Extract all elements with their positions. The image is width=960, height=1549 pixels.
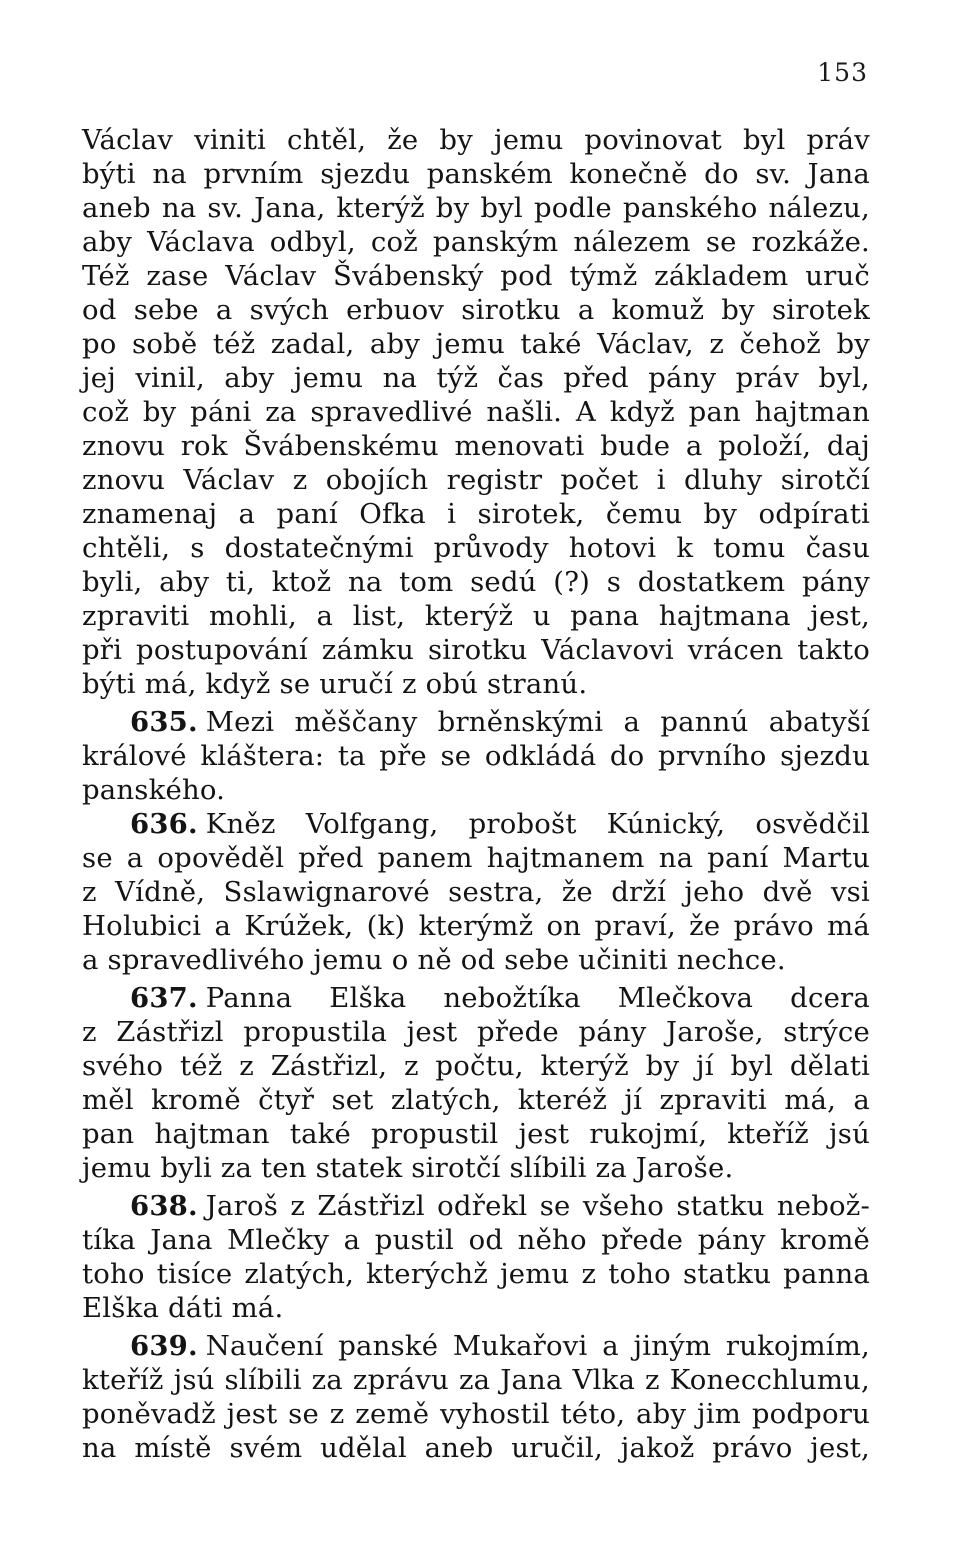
entry-639-line: kteříž jsú slíbili za zprávu za Jana Vlka z Konecchlumu, — [82, 1364, 870, 1396]
entry-636-line: z Vídně, Sslawignarové sestra, že drží jeho dvě vsi — [82, 876, 870, 908]
entry-number: 638. — [130, 1190, 198, 1222]
entry-638-line: toho tisíce zlatých, kterýchž jemu z toho statku panna — [82, 1258, 870, 1290]
text-line: chtěli, s dostatečnými průvody hotovi k tomu času — [82, 532, 870, 564]
entry-637-line: z Zástřizl propustila jest přede pány Jaroše, strýce — [82, 1016, 870, 1048]
entry-635-line: panského. — [82, 774, 226, 806]
entry-number: 635. — [130, 706, 198, 738]
entry-639-line: 639. Naučení panské Mukařovi a jiným rukojmím, — [130, 1330, 870, 1362]
entry-639-line: na místě svém udělal aneb uručil, jakož právo jest, — [82, 1432, 870, 1464]
text-line: znamenaj a paní Ofka i sirotek, čemu by odpírati — [82, 498, 870, 530]
entry-636-line: se a opověděl před panem hajtmanem na paní Martu — [82, 842, 870, 874]
text-line: po sobě též zadal, aby jemu také Václav, z čehož by — [82, 328, 870, 360]
entry-637-line: pan hajtman také propustil jest rukojmí, kteříž jsú — [82, 1118, 870, 1150]
text-line: aby Václava odbyl, což panským nálezem se rozkáže. — [82, 226, 870, 258]
text-line: při postupování zámku sirotku Václavovi vrácen takto — [82, 634, 870, 666]
entry-number: 639. — [130, 1330, 198, 1362]
text-line: zpraviti mohli, a list, kterýž u pana hajtmana jest, — [82, 600, 870, 632]
body-text — [82, 123, 870, 1465]
entry-639-line: poněvadž jest se z země vyhostil této, aby jim podporu — [82, 1398, 870, 1430]
entry-number: 636. — [130, 808, 198, 840]
text-line: býti na prvním sjezdu panském konečně do sv. Jana — [82, 158, 870, 190]
text-line: aneb na sv. Jana, kterýž by byl podle panského nálezu, — [82, 192, 870, 224]
text-line: jej vinil, aby jemu na týž čas před pány práv byl, — [82, 362, 870, 394]
text-line: byli, aby ti, ktož na tom sedú (?) s dostatkem pány — [82, 566, 870, 598]
entry-635-line: 635. Mezi měščany brněnskými a pannú abatyší — [130, 706, 870, 738]
entry-number: 637. — [130, 982, 198, 1014]
entry-638-line: 638. Jaroš z Zástřizl odřekl se všeho statku nebož- — [130, 1190, 870, 1222]
text-line: býti má, když se uručí z obú stranú. — [82, 668, 588, 700]
entry-636-line: Holubici a Krúžek, (k) kterýmž on praví, že právo má — [82, 910, 870, 942]
entry-637-line: svého též z Zástřizl, z počtu, kterýž by jí byl dělati — [82, 1050, 870, 1082]
text-line: což by páni za spravedlivé našli. A když pan hajtman — [82, 396, 870, 428]
entry-637-line: 637. Panna Elška nebožtíka Mlečkova dcera — [130, 982, 870, 1014]
text-line: Václav viniti chtěl, že by jemu povinovat byl práv — [82, 124, 870, 156]
entry-636-line: a spravedlivého jemu o ně od sebe učiniti nechce. — [82, 944, 786, 976]
page-number: 153 — [817, 58, 868, 87]
entry-638-line: Elška dáti má. — [82, 1292, 284, 1324]
entry-637-line: měl kromě čtyř set zlatých, kteréž jí zpraviti má, a — [82, 1084, 870, 1116]
text-line: od sebe a svých erbuov sirotku a komuž by sirotek — [82, 294, 870, 326]
entry-635-line: králové kláštera: ta pře se odkládá do prvního sjezdu — [82, 740, 870, 772]
entry-638-line: tíka Jana Mlečky a pustil od něho přede pány kromě — [82, 1224, 870, 1256]
entry-637-line: jemu byli za ten statek sirotčí slíbili za Jaroše. — [82, 1152, 734, 1184]
text-line: Též zase Václav Švábenský pod týmž základem uruč — [82, 260, 870, 292]
text-line: znovu Václav z obojích registr počet i dluhy sirotčí — [82, 464, 870, 496]
text-line: znovu rok Švábenskému menovati bude a položí, daj — [82, 430, 870, 462]
entry-636-line: 636. Kněz Volfgang, probošt Kúnický, osvědčil — [130, 808, 870, 840]
